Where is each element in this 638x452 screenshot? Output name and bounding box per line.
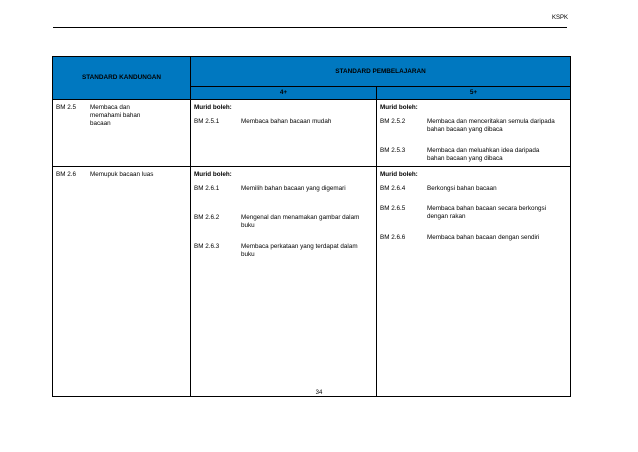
learning-text: Mengenal dan menamakan gambar dalam buku [241,214,360,229]
standard-kandungan-cell [53,100,191,167]
learning-code: BM 2.6.3 [194,243,220,250]
learning-code: BM 2.6.5 [380,205,406,212]
learning-code: BM 2.6.1 [194,185,220,192]
learning-code: BM 2.5.2 [380,118,406,125]
standard-kandungan-cell [53,167,191,397]
standard-text: Memupuk bacaan luas [90,171,154,178]
table-row [53,100,571,167]
learning-text: Memilih bahan bacaan yang digemari [241,185,346,192]
learning-text: Membaca bahan bacaan secara berkongsi dengan rakan [427,205,547,220]
murid-boleh-heading: Murid boleh: [194,171,232,178]
table-row [53,167,571,397]
learning-code: BM 2.5.3 [380,147,406,154]
standard-code: BM 2.6 [56,171,76,178]
header-rule [53,27,567,28]
header-standard-kandungan: STANDARD KANDUNGAN [53,57,191,100]
age5-cell [377,100,571,167]
age4-cell [191,167,377,397]
murid-boleh-heading: Murid boleh: [194,104,232,111]
header-age-5: 5+ [377,87,571,100]
standard-text: Membaca dan memahami bahan bacaan [90,104,141,127]
learning-code: BM 2.6.2 [194,214,220,221]
learning-text: Membaca dan menceritakan semula daripada bahan bacaan yang dibaca [427,118,555,133]
murid-boleh-heading: Murid boleh: [380,104,418,111]
learning-text: Membaca bahan bacaan dengan sendiri [427,234,540,241]
learning-text: Berkongsi bahan bacaan [427,185,497,192]
document-header-label: KSPK [551,15,568,21]
header-standard-pembelajaran: STANDARD PEMBELAJARAN [191,57,571,87]
learning-code: BM 2.5.1 [194,118,220,125]
page-number: 34 [315,390,323,396]
learning-text: Membaca bahan bacaan mudah [241,118,332,125]
age4-cell [191,100,377,167]
learning-code: BM 2.6.6 [380,234,406,241]
age5-cell [377,167,571,397]
header-age-4: 4+ [191,87,377,100]
curriculum-table [52,56,571,397]
standard-code: BM 2.5 [56,104,76,111]
learning-text: Membaca dan meluahkan idea daripada bahan bacaan yang dibaca [427,147,540,162]
learning-code: BM 2.6.4 [380,185,406,192]
murid-boleh-heading: Murid boleh: [380,171,418,178]
learning-text: Membaca perkataan yang terdapat dalam buku [241,243,358,258]
